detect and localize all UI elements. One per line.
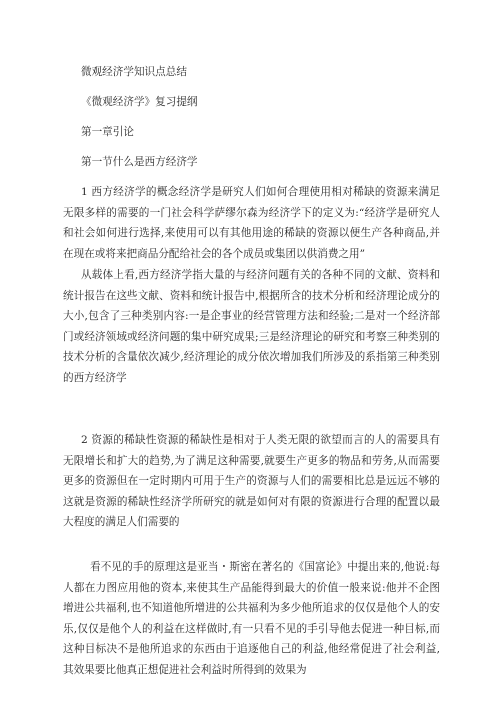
paragraph-resource-scarcity: 2 资源的稀缺性资源的稀缺性是相对于人类无限的欲望而言的人的需要具有无限增长和扩大的趋势,为了满足这种需要,就要生产更多的物品和劳务,从而需要更多的资源但在一定时期内可用于生产的资源与人们的需要相比总是远远不够的这就是资源的稀缺性经济学所研究的就是如何对有限的资源进行合理的配置以最大程度的满足人们需要的 xyxy=(63,434,440,528)
paragraph-economics-definition: 1 西方经济学的概念经济学是研究人们如何合理使用相对稀缺的资源来满足无限多样的需要的一门社会科学萨缪尔森为经济学下的定义为:“经济学是研究人和社会如何进行选择,来使用可以有其他用途的稀缺的资源以便生产各种商品,并在现在或将来把商品分配给社会的各个成员或集团以供消费之用” xyxy=(63,186,440,260)
document-subtitle: 《微观经济学》复习提纲 xyxy=(81,96,198,108)
section-heading: 第一节什么是西方经济学 xyxy=(81,156,198,168)
paragraph-western-economics-scope: 从载体上看,西方经济学指大量的与经济问题有关的各种不同的文献、资料和统计报告在这些文献、资料和统计报告中,根据所含的技术分析和经济理论成分的大小,包含了三种类别内容:一是企事业的经营管理方法和经验;二是对一个经济部门或经济领域或经济问题的集中研究成果;三是经济理论的研究和考察三种类别的技术分析的含量依次减少,经济理论的成分依次增加我们所涉及的系指第三种类别的西方经济学 xyxy=(63,269,440,384)
paragraph-invisible-hand: 看不见的手的原理这是亚当・斯密在著名的《国富论》中提出来的,他说:每人都在力图应用他的资本,来使其生产品能得到最大的价值一般来说:他并不企图增进公共福利,也不知道他所增进的公共福利为多少他所追求的仅仅是他个人的安乐,仅仅是他个人的利益在这样做时,有一只看不见的手引导他去促进一种目标,而这种目标决不是他所追求的东西由于追逐他自己的利益,他经常促进了社会利益,其效果要比他真正想促进社会利益时所得到的效果为 xyxy=(63,561,440,676)
chapter-heading: 第一章引论 xyxy=(81,126,134,138)
document-title: 微观经济学知识点总结 xyxy=(81,66,187,78)
